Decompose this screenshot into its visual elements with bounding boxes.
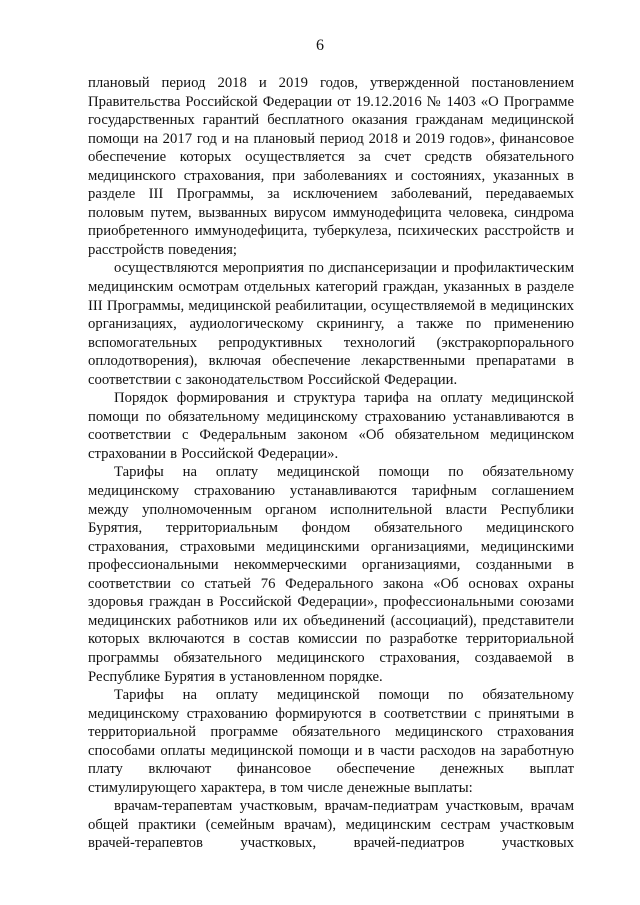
paragraph-3: Порядок формирования и структура тарифа на оплату медицинской помощи по обязательному медицинскому страхованию устанавливаются в соответствии с Федеральным законом «Об обязательном медицинском страховании в Российской Федерации». xyxy=(88,390,574,462)
document-body xyxy=(88,74,574,853)
page-number: 6 xyxy=(316,37,324,54)
paragraph-6: врачам-терапевтам участковым, врачам-педиатрам участковым, врачам общей практики (семейным врачам), медицинским сестрам участковым врачей-терапевтов участковых, врачей-педиатров участковых xyxy=(88,798,574,852)
paragraph-4: Тарифы на оплату медицинской помощи по обязательному медицинскому страхованию устанавливаются тарифным соглашением между уполномоченным органом исполнительной власти Республики Бурятия, территориальным фондом обязательного медицинского страхования, страховыми медицинскими организациями, медицинскими профессиональными некоммерческими организациями, созданными в соответствии со статьей 76 Федерального закона «Об основах охраны здоровья граждан в Российской Федерации», профессиональными союзами медицинских работников или их объединений (ассоциаций), представители которых включаются в состав комиссии по разработке территориальной программы обязательного медицинского страхования, создаваемой в Республике Бурятия в установленном порядке. xyxy=(88,464,574,685)
paragraph-1: плановый период 2018 и 2019 годов, утвержденной постановлением Правительства Российской Федерации от 19.12.2016 № 1403 «О Программе государственных гарантий бесплатного оказания гражданам медицинской помощи на 2017 год и на плановый период 2018 и 2019 годов», финансовое обеспечение которых осуществляется за счет средств обязательного медицинского страхования, при заболеваниях и состояниях, указанных в разделе III Программы, за исключением заболеваний, передаваемых половым путем, вызванных вирусом иммунодефицита человека, синдрома приобретенного иммунодефицита, туберкулеза, психических расстройств и расстройств поведения; xyxy=(88,75,574,258)
paragraph-2: осуществляются мероприятия по диспансеризации и профилактическим медицинским осмотрам отдельных категорий граждан, указанных в разделе III Программы, медицинской реабилитации, осуществляемой в медицинских организациях, аудиологическому скринингу, а также по применению вспомогательных репродуктивных технологий (экстракорпорального оплодотворения), включая обеспечение лекарственными препаратами в соответствии с законодательством Российской Федерации. xyxy=(88,260,574,388)
paragraph-5: Тарифы на оплату медицинской помощи по обязательному медицинскому страхованию формируются в соответствии с принятыми в территориальной программе обязательного медицинского страхования способами оплаты медицинской помощи и в части расходов на заработную плату включают финансовое обеспечение денежных выплат стимулирующего характера, в том числе денежные выплаты: xyxy=(88,687,574,796)
